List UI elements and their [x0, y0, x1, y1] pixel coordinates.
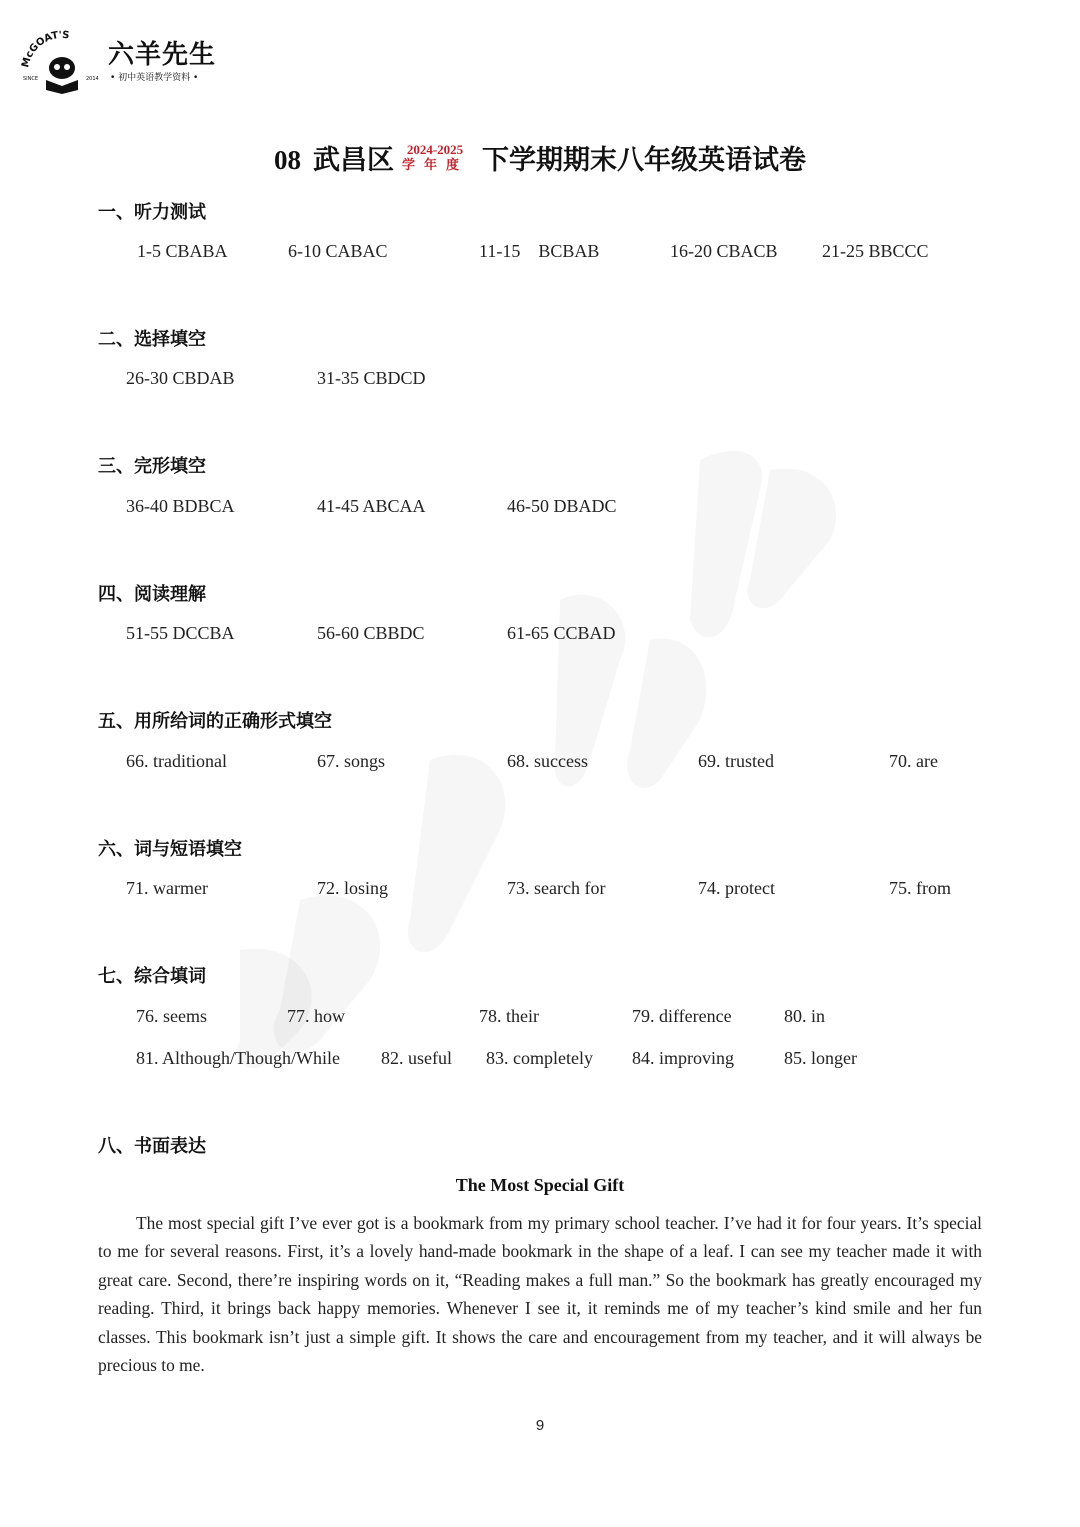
- answer-item: 74. protect: [698, 878, 775, 898]
- brand-tagline: • 初中英语教学资料 •: [110, 73, 199, 83]
- answer-item: 1-5 CBABA: [137, 241, 228, 261]
- answer-item: 79. difference: [632, 1006, 732, 1026]
- school-year: 2024-2025: [406, 142, 464, 157]
- answer-item: 16-20 CBACB: [670, 241, 778, 261]
- answer-item: 41-45 ABCAA: [317, 496, 426, 516]
- essay-body: The most special gift I’ve ever got is a bookmark from my primary school teacher. I’ve had it for four years. It’s special to me for several reasons. First, it’s a lovely hand-made bookmark in the shape of a leaf. I can see my teacher made it with great care. Second, there’re inspiring words on it, “Reading makes a full man.” So the bookmark has greatly encouraged my reading. Third, it brings back happy memories. Whenever I see it, it reminds me of my teacher’s kind smile and her fun classes. This bookmark isn’t just a simple gift. It shows the care and encouragement from my teacher, and it will always be precious to me.: [98, 1213, 982, 1376]
- answer-item: 78. their: [479, 1006, 539, 1026]
- answer-item: 26-30 CBDAB: [126, 368, 235, 388]
- answer-item: 76. seems: [136, 1006, 207, 1026]
- answer-item: 36-40 BDBCA: [126, 496, 235, 516]
- paper-number: 08: [273, 145, 301, 175]
- answer-item: 81. Although/Though/While: [136, 1048, 340, 1068]
- section-heading: 五、用所给词的正确形式填空: [98, 711, 332, 732]
- essay-title: The Most Special Gift: [455, 1175, 625, 1195]
- goat-reading-icon: [20, 28, 104, 98]
- answer-item: 82. useful: [381, 1048, 452, 1068]
- page-title: [0, 138, 1080, 177]
- answer-item: 72. losing: [317, 878, 389, 898]
- answer-item: 56-60 CBBDC: [317, 623, 425, 643]
- answer-item: 67. songs: [317, 751, 386, 771]
- section-heading: 八、书面表达: [98, 1136, 206, 1157]
- answer-item: 51-55 DCCBA: [126, 623, 235, 643]
- answer-item: 71. warmer: [126, 878, 208, 898]
- page-number: 9: [535, 1417, 545, 1434]
- answer-item: 66. traditional: [126, 751, 227, 771]
- answer-item: 75. from: [889, 878, 951, 898]
- answer-item: 6-10 CABAC: [288, 241, 388, 261]
- answer-item: 85. longer: [784, 1048, 857, 1068]
- answer-item: 46-50 DBADC: [507, 496, 617, 516]
- section-heading: 二、选择填空: [98, 329, 206, 350]
- school-year-badge: [402, 143, 468, 172]
- answer-item: 68. success: [507, 751, 588, 771]
- district-name: 武昌区: [312, 145, 394, 176]
- answer-item: 80. in: [784, 1006, 826, 1026]
- answer-item: 11-15 BCBAB: [479, 241, 600, 261]
- answer-item: 61-65 CCBAD: [507, 623, 616, 643]
- section-heading: 三、完形填空: [98, 456, 206, 477]
- answer-item: 83. completely: [486, 1048, 593, 1068]
- exam-name: 下学期期末八年级英语试卷: [482, 145, 806, 176]
- answer-item: 31-35 CBDCD: [317, 368, 426, 388]
- logo-year: 2014: [86, 76, 99, 82]
- brand-name: 六羊先生: [108, 40, 217, 70]
- logo-arc-text: McGOAT'S: [20, 29, 70, 69]
- section-heading: 六、词与短语填空: [98, 839, 242, 860]
- section-heading: 七、综合填词: [98, 966, 206, 987]
- answer-item: 77. how: [287, 1006, 345, 1026]
- answer-item: 21-25 BBCCC: [822, 241, 929, 261]
- section-heading: 一、听力测试: [98, 202, 206, 223]
- logo-since: SINCE: [23, 76, 39, 82]
- answer-item: 69. trusted: [698, 751, 774, 771]
- answer-item: 73. search for: [507, 878, 606, 898]
- school-year-label: 学年度: [401, 158, 468, 173]
- answer-item: 70. are: [889, 751, 938, 771]
- section-heading: 四、阅读理解: [98, 584, 206, 605]
- answer-item: 84. improving: [632, 1048, 734, 1068]
